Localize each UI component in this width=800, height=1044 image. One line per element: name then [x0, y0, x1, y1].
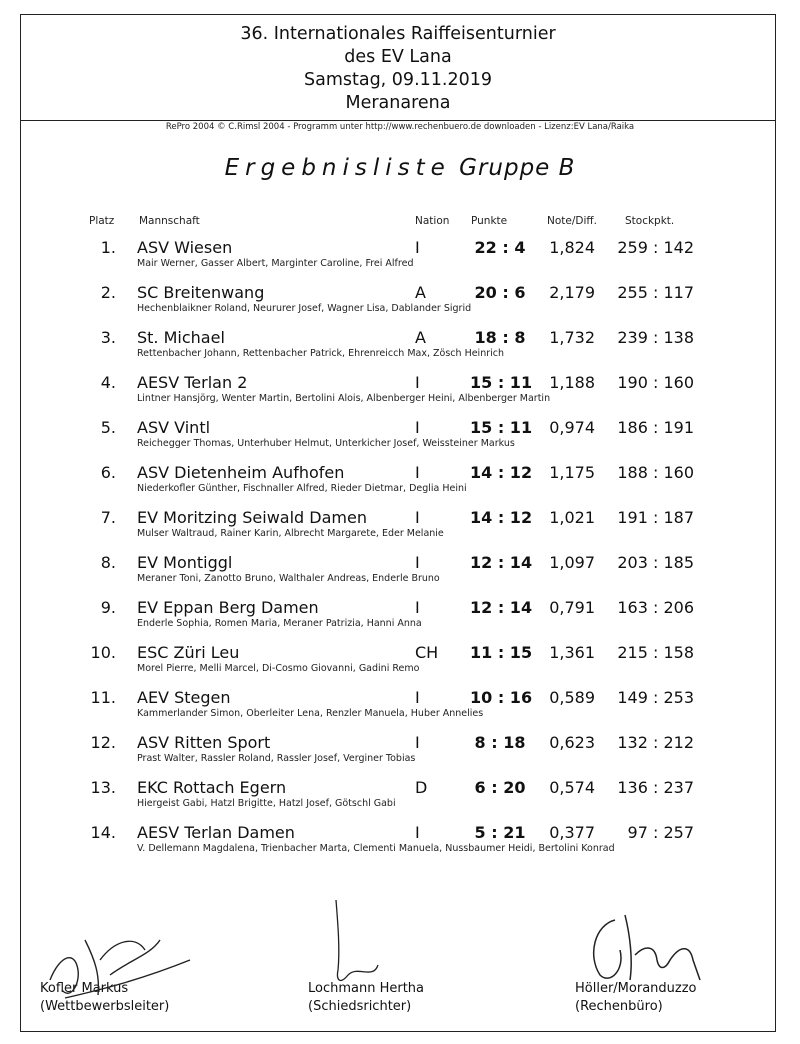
row-stock-points: 191 : 187 — [617, 508, 694, 527]
row-stock-points: 259 : 142 — [617, 238, 694, 257]
row-points: 8 : 18 — [474, 733, 526, 752]
row-players: Rettenbacher Johann, Rettenbacher Patrick, Ehrenreicch Max, Zösch Heinrich — [137, 348, 505, 359]
row-points: 11 : 15 — [470, 643, 533, 662]
row-note-diff: 0,623 — [549, 733, 595, 752]
col-header-nation: Nation — [415, 215, 450, 227]
row-rank: 11. — [90, 688, 116, 707]
row-team-name: EV Moritzing Seiwald Damen — [137, 508, 367, 527]
row-team-name: ASV Ritten Sport — [137, 733, 271, 752]
row-nation: I — [415, 553, 420, 572]
row-players: V. Dellemann Magdalena, Trienbacher Marta, Clementi Manuela, Nussbaumer Heidi, Bertolini Konrad — [137, 843, 615, 854]
row-points: 14 : 12 — [470, 463, 533, 482]
row-rank: 13. — [90, 778, 116, 797]
row-rank: 3. — [100, 328, 116, 347]
row-nation: A — [415, 328, 426, 347]
row-note-diff: 1,021 — [549, 508, 595, 527]
list-title-word: Ergebnisliste — [224, 155, 451, 181]
signature-name-2: Lochmann Hertha — [308, 981, 425, 996]
table-row — [0, 778, 800, 822]
row-nation: I — [415, 373, 420, 392]
row-nation: I — [415, 238, 420, 257]
table-row — [0, 598, 800, 642]
row-note-diff: 2,179 — [549, 283, 595, 302]
table-row — [0, 508, 800, 552]
row-team-name: AEV Stegen — [137, 688, 231, 707]
event-date: Samstag, 09.11.2019 — [303, 70, 492, 90]
table-row — [0, 823, 800, 867]
table-row — [0, 688, 800, 732]
row-points: 15 : 11 — [470, 418, 533, 437]
tournament-title: 36. Internationales Raiffeisenturnier — [240, 24, 556, 44]
row-rank: 9. — [100, 598, 116, 617]
row-players: Meraner Toni, Zanotto Bruno, Walthaler Andreas, Enderle Bruno — [137, 573, 440, 584]
signature-role-1: (Wettbewerbsleiter) — [40, 999, 170, 1014]
row-rank: 6. — [100, 463, 116, 482]
row-players: Mulser Waltraud, Rainer Karin, Albrecht Margarete, Eder Melanie — [137, 528, 444, 539]
row-nation: I — [415, 508, 420, 527]
row-team-name: AESV Terlan 2 — [137, 373, 248, 392]
col-header-stock: Stockpkt. — [625, 215, 675, 227]
row-note-diff: 0,791 — [549, 598, 595, 617]
row-nation: CH — [415, 643, 439, 662]
row-note-diff: 0,974 — [549, 418, 595, 437]
row-note-diff: 1,175 — [549, 463, 595, 482]
row-rank: 4. — [100, 373, 116, 392]
row-stock-points: 149 : 253 — [617, 688, 694, 707]
row-team-name: EV Montiggl — [137, 553, 233, 572]
row-team-name: ASV Dietenheim Aufhofen — [137, 463, 345, 482]
row-nation: A — [415, 283, 426, 302]
list-title — [0, 155, 800, 181]
row-points: 10 : 16 — [470, 688, 533, 707]
row-nation: I — [415, 418, 420, 437]
table-row — [0, 733, 800, 777]
list-title-group: Gruppe B — [459, 155, 576, 181]
row-team-name: SC Breitenwang — [137, 283, 265, 302]
col-header-mannschaft: Mannschaft — [139, 215, 200, 227]
col-header-platz: Platz — [89, 215, 115, 227]
row-stock-points: 215 : 158 — [617, 643, 694, 662]
software-credit: RePro 2004 © C.Rimsl 2004 - Programm unter http://www.rechenbuero.de downloaden - Lizenz:EV Lana/Raika — [165, 122, 635, 132]
col-header-punkte: Punkte — [471, 215, 508, 227]
row-rank: 12. — [90, 733, 116, 752]
organizer: des EV Lana — [344, 47, 452, 67]
row-note-diff: 0,574 — [549, 778, 595, 797]
row-team-name: AESV Terlan Damen — [137, 823, 295, 842]
table-row — [0, 553, 800, 597]
row-players: Kammerlander Simon, Oberleiter Lena, Renzler Manuela, Huber Annelies — [137, 708, 484, 719]
table-row — [0, 463, 800, 507]
row-stock-points: 203 : 185 — [617, 553, 694, 572]
row-note-diff: 1,824 — [549, 238, 595, 257]
row-note-diff: 1,732 — [549, 328, 595, 347]
row-team-name: EV Eppan Berg Damen — [137, 598, 319, 617]
row-players: Enderle Sophia, Romen Maria, Meraner Patrizia, Hanni Anna — [137, 618, 422, 629]
row-note-diff: 0,589 — [549, 688, 595, 707]
row-players: Lintner Hansjörg, Wenter Martin, Bertolini Alois, Albenberger Heini, Albenberger Martin — [137, 393, 551, 404]
handwritten-signature-1 — [40, 920, 200, 1010]
row-players: Morel Pierre, Melli Marcel, Di-Cosmo Giovanni, Gadini Remo — [137, 663, 420, 674]
row-players: Hiergeist Gabi, Hatzl Brigitte, Hatzl Josef, Götschl Gabi — [137, 798, 396, 809]
row-stock-points: 163 : 206 — [617, 598, 694, 617]
row-points: 12 : 14 — [470, 553, 533, 572]
row-stock-points: 97 : 257 — [627, 823, 694, 842]
row-team-name: ESC Züri Leu — [137, 643, 240, 662]
row-team-name: ASV Vintl — [137, 418, 211, 437]
row-stock-points: 136 : 237 — [617, 778, 694, 797]
row-rank: 2. — [100, 283, 116, 302]
row-note-diff: 0,377 — [549, 823, 595, 842]
row-points: 5 : 21 — [474, 823, 526, 842]
row-rank: 1. — [100, 238, 116, 257]
row-points: 20 : 6 — [474, 283, 526, 302]
signature-role-2: (Schiedsrichter) — [308, 999, 412, 1014]
venue: Meranarena — [345, 93, 451, 113]
signature-role-3: (Rechenbüro) — [575, 999, 663, 1014]
row-note-diff: 1,188 — [549, 373, 595, 392]
row-note-diff: 1,361 — [549, 643, 595, 662]
handwritten-signature-2 — [318, 895, 438, 995]
col-header-note: Note/Diff. — [547, 215, 597, 227]
row-nation: I — [415, 823, 420, 842]
row-stock-points: 190 : 160 — [617, 373, 694, 392]
table-row — [0, 643, 800, 687]
row-players: Hechenblaikner Roland, Neururer Josef, Wagner Lisa, Dablander Sigrid — [137, 303, 472, 314]
row-team-name: ASV Wiesen — [137, 238, 233, 257]
row-nation: I — [415, 733, 420, 752]
row-stock-points: 132 : 212 — [617, 733, 694, 752]
table-row — [0, 283, 800, 327]
signature-name-1: Kofler Markus — [40, 981, 129, 996]
row-note-diff: 1,097 — [549, 553, 595, 572]
row-nation: I — [415, 463, 420, 482]
row-points: 18 : 8 — [474, 328, 526, 347]
handwritten-signature-3 — [575, 900, 735, 990]
row-points: 22 : 4 — [474, 238, 526, 257]
row-nation: I — [415, 598, 420, 617]
row-rank: 8. — [100, 553, 116, 572]
row-stock-points: 188 : 160 — [617, 463, 694, 482]
table-row — [0, 418, 800, 462]
row-nation: D — [415, 778, 428, 797]
row-nation: I — [415, 688, 420, 707]
row-players: Niederkofler Günther, Fischnaller Alfred, Rieder Dietmar, Deglia Heini — [137, 483, 467, 494]
row-players: Mair Werner, Gasser Albert, Marginter Caroline, Frei Alfred — [137, 258, 414, 269]
row-points: 12 : 14 — [470, 598, 533, 617]
row-team-name: St. Michael — [137, 328, 225, 347]
row-players: Prast Walter, Rassler Roland, Rassler Josef, Verginer Tobias — [137, 753, 416, 764]
row-points: 14 : 12 — [470, 508, 533, 527]
table-row — [0, 373, 800, 417]
row-points: 6 : 20 — [474, 778, 526, 797]
row-rank: 7. — [100, 508, 116, 527]
row-stock-points: 255 : 117 — [617, 283, 694, 302]
table-row — [0, 328, 800, 372]
row-rank: 14. — [90, 823, 116, 842]
row-points: 15 : 11 — [470, 373, 533, 392]
header-box — [20, 14, 776, 121]
row-rank: 10. — [90, 643, 116, 662]
row-team-name: EKC Rottach Egern — [137, 778, 287, 797]
row-stock-points: 186 : 191 — [617, 418, 694, 437]
table-row — [0, 238, 800, 282]
signature-name-3: Höller/Moranduzzo — [575, 981, 697, 996]
row-stock-points: 239 : 138 — [617, 328, 694, 347]
row-rank: 5. — [100, 418, 116, 437]
row-players: Reichegger Thomas, Unterhuber Helmut, Unterkicher Josef, Weissteiner Markus — [137, 438, 515, 449]
